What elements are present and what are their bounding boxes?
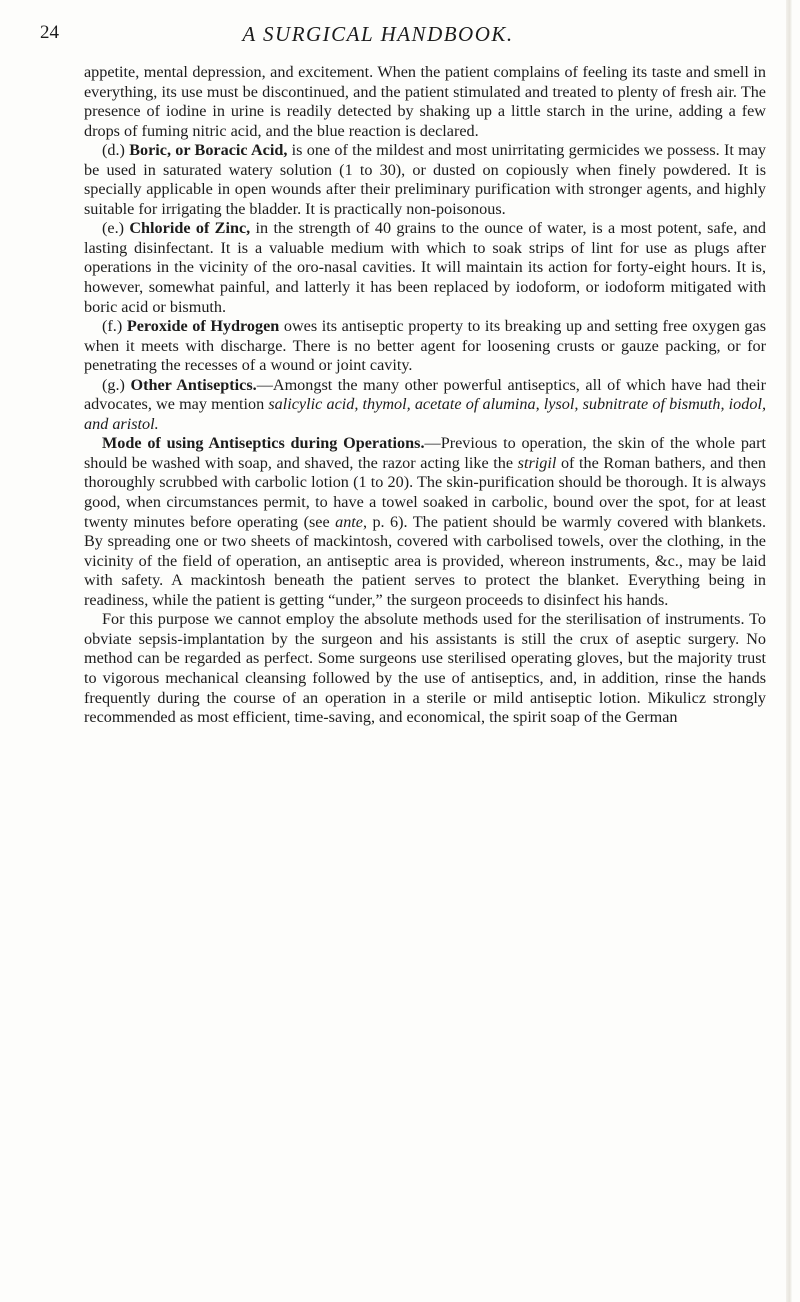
paragraph-mode-of-using-antiseptics: [84, 434, 766, 610]
italic-list: salicylic acid, thymol, acetate of alumina, lysol, subnitrate of bismuth, iodol, and aristol.: [84, 395, 766, 433]
item-heading: Chloride of Zinc,: [129, 219, 251, 238]
item-heading: Boric, or Boracic Acid,: [129, 141, 288, 160]
paragraph-chloride-of-zinc: [84, 219, 766, 317]
section-heading: Mode of using Antiseptics during Operations.: [102, 434, 425, 453]
paragraph-text: appetite, mental depression, and excitement. When the patient complains of feeling its taste and smell in everything, its use must be discontinued, and the patient stimulated and treated to plenty of fresh air. The presence of iodine in urine is readily detected by shaking up a little starch in the urine, adding a few drops of fuming nitric acid, and the blue reaction is declared.: [84, 63, 766, 140]
item-heading: Other Antiseptics.: [130, 375, 257, 394]
page-header: [40, 22, 760, 52]
running-title: A SURGICAL HANDBOOK.: [242, 22, 514, 46]
italic-term: ante: [335, 512, 363, 531]
paragraph-text: is one of the mildest and most unirritating germicides we possess. It may be used in saturated watery solution (1 to 30), or dusted on copiously when finely powdered. It is specially applicable in open wounds after their preliminary purification with stronger agents, and highly suitable for irrigating the bladder. It is practically non-poisonous.: [84, 141, 767, 218]
paragraph-text: For this purpose we cannot employ the absolute methods used for the sterilisation of instruments. To obviate sepsis-implantation by the surgeon and his assistants is still the crux of aseptic surgery. No method can be regarded as perfect. Some surgeons use sterilised operating gloves, but the majority trust to vigorous mechanical cleansing followed by the use of antiseptics, and, in addition, rinse the hands frequently during the course of an operation in a sterile or mild antiseptic lotion. Mikulicz strongly recommended as most efficient, time-saving, and economical, the spirit soap of the German: [84, 610, 766, 727]
paragraph-text: —Previous to operation, the skin of the whole part should be washed with soap, and shaved, the razor acting like the: [84, 434, 766, 472]
item-label: (d.): [102, 141, 125, 160]
item-heading: Peroxide of Hydrogen: [126, 317, 280, 336]
body-text: [84, 63, 766, 728]
paragraph-text: of the Roman bathers, and then thoroughly scrubbed with carbolic lotion (1 to 20). The skin-purification should be thorough. It is always good, when circumstances permit, to have a towel soaked in carbolic, bound over the spot, for at least twenty minutes before operating (see: [84, 453, 766, 531]
item-label: (e.): [102, 219, 125, 238]
paragraph-text: , p. 6). The patient should be warmly covered with blankets. By spreading one or two sheets of mackintosh, covered with carbolised towels, over the clothing, in the vicinity of the field of operation, an antiseptic area is provided, whereon instruments, &c., may be laid with safety. A mackintosh beneath the patient serves to protect the blanket. Everything being in readiness, while the patient is getting “under,” the surgeon proceeds to disinfect his hands.: [84, 512, 766, 609]
page-edge-shadow: [786, 0, 792, 1302]
paragraph-peroxide-of-hydrogen: [84, 317, 766, 376]
paragraph-iodine-continued: [84, 63, 766, 141]
paragraph-text: —Amongst the many other powerful antiseptics, all of which have had their advocates, we may mention: [84, 375, 767, 414]
paragraph-hand-disinfection: [84, 610, 766, 727]
item-label: (f.): [102, 317, 123, 336]
item-label: (g.): [102, 375, 125, 394]
page-number: 24: [40, 22, 59, 43]
paragraph-text: owes its antiseptic property to its breaking up and setting free oxygen gas when it meets with discharge. There is no better agent for loosening crusts or gauze packing, or for penetrating the recesses of a wound or joint cavity.: [84, 317, 767, 375]
italic-term: strigil: [517, 453, 557, 472]
paragraph-boric-acid: [84, 141, 766, 219]
paragraph-text: in the strength of 40 grains to the ounce of water, is a most potent, safe, and lasting disinfectant. It is a valuable medium with which to soak strips of lint for use as plugs after operations in the vicinity of the oro-nasal cavities. It will maintain its action for forty-eight hours. It is, however, somewhat painful, and latterly it has been replaced by iodoform, or iodoform mitigated with boric acid or bismuth.: [84, 219, 766, 316]
paragraph-other-antiseptics: [84, 376, 766, 435]
